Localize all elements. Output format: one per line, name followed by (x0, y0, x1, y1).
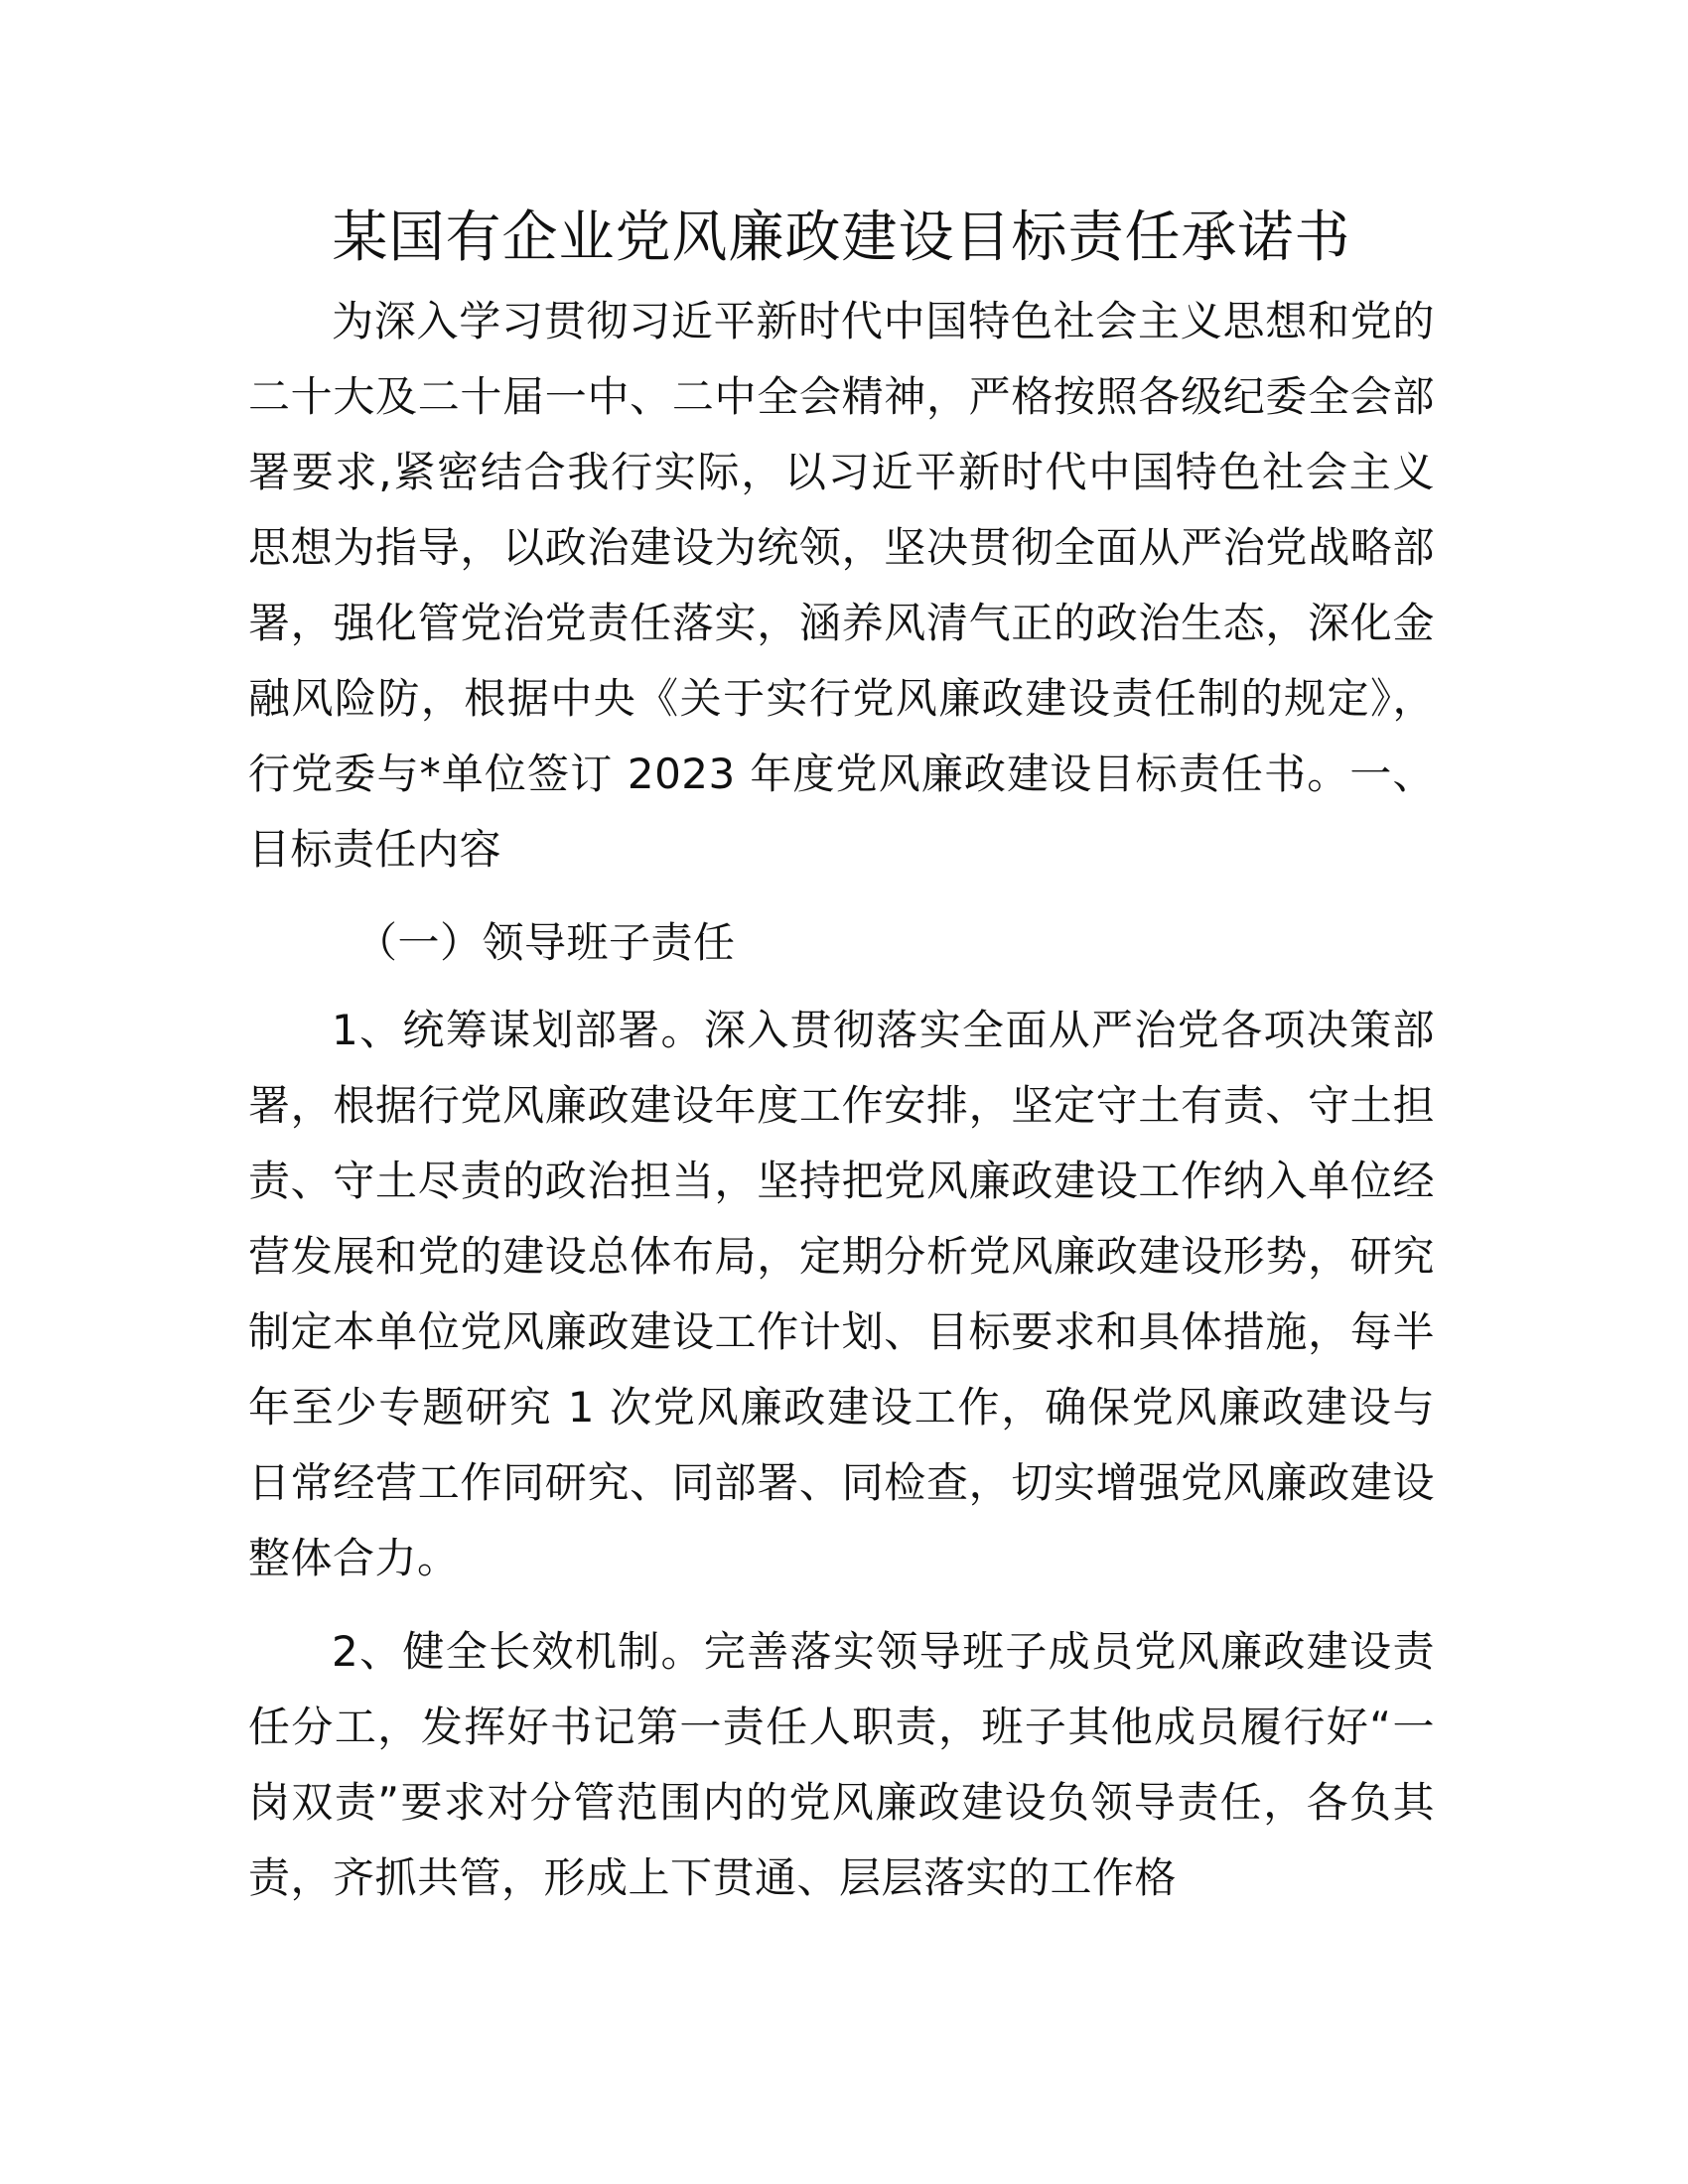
document-body (248, 199, 1435, 1916)
intro-paragraph: 为深入学习贯彻习近平新时代中国特色社会主义思想和党的二十大及二十届一中、二中全会精神，严格按照各级纪委全会部署要求,紧密结合我行实际，以习近平新时代中国特色社会主义思想为指导，以政治建设为统领，坚决贯彻全面从严治党战略部署，强化管党治党责任落实，涵养风清气正的政治生态，深化金融风险防，根据中央《关于实行党风廉政建设责任制的规定》，行党委与*单位签订 2023 年度党风廉政建设目标责任书。一、目标责任内容 (248, 297, 1435, 874)
section-heading-leadership: （一）领导班子责任 (355, 918, 736, 967)
item-1-paragraph: 1、统筹谋划部署。深入贯彻落实全面从严治党各项决策部署，根据行党风廉政建设年度工作安排，坚定守土有责、守土担责、守土尽责的政治担当，坚持把党风廉政建设工作纳入单位经营发展和党的建设总体布局，定期分析党风廉政建设形势，研究制定本单位党风廉政建设工作计划、目标要求和具体措施，每半年至少专题研究 1 次党风廉政建设工作，确保党风廉政建设与日常经营工作同研究、同部署、同检查，切实增强党风廉政建设整体合力。 (248, 1006, 1435, 1582)
document-title: 某国有企业党风廉政建设目标责任承诺书 (332, 205, 1351, 270)
item-2-paragraph: 2、健全长效机制。完善落实领导班子成员党风廉政建设责任分工，发挥好书记第一责任人职责，班子其他成员履行好“一岗双责”要求对分管范围内的党风廉政建设负领导责任，各负其责，齐抓共管，形成上下贯通、层层落实的工作格 (248, 1627, 1435, 1902)
